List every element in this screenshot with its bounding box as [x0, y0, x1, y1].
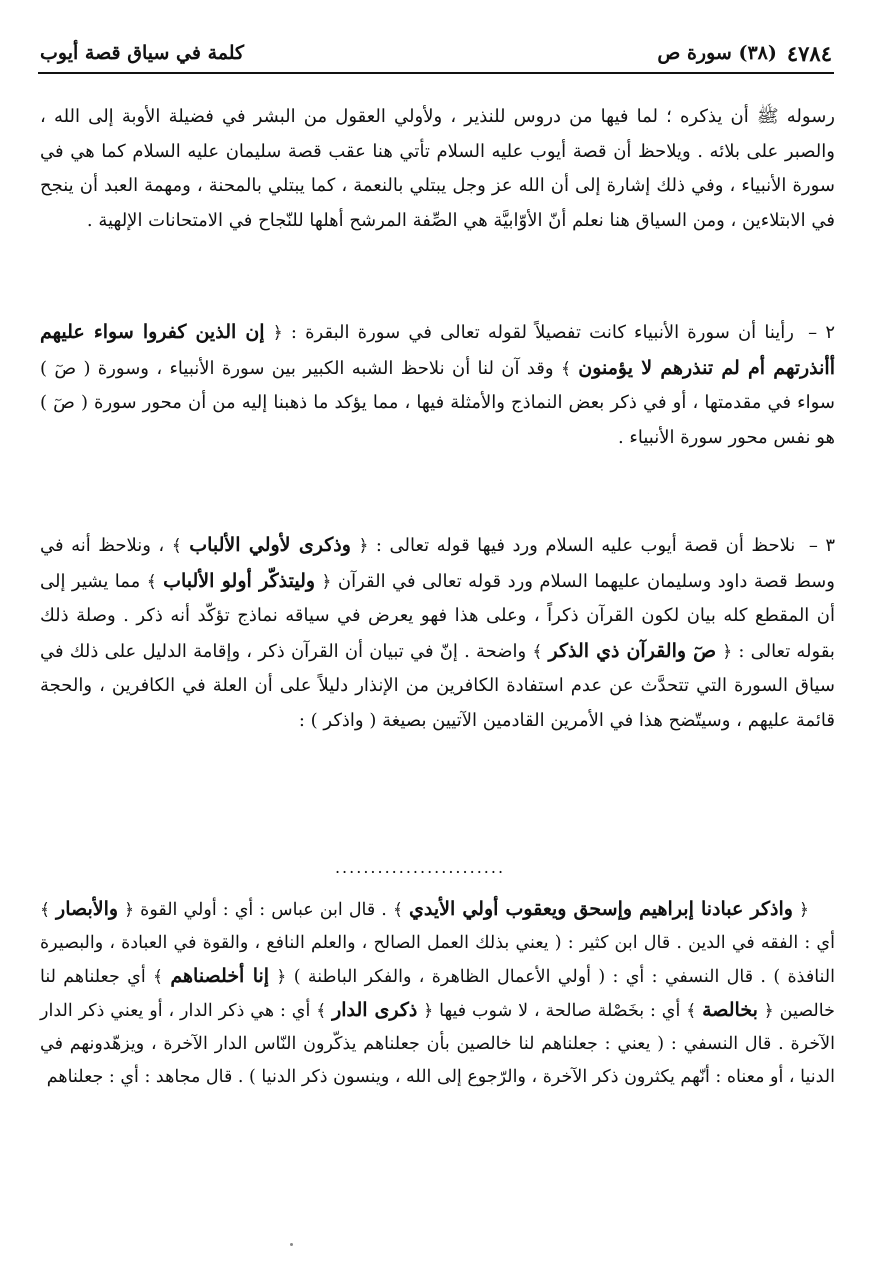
ornate-bracket-close: ﴾ [392, 900, 403, 920]
quran-quote: والأبصار [56, 898, 119, 920]
page-header [40, 36, 832, 70]
quran-quote: وليتذكّر أولو الألباب [163, 569, 316, 592]
ornate-bracket-close: ﴾ [686, 1001, 697, 1021]
ornate-bracket-close: ﴾ [171, 536, 182, 556]
page-number: ٤٧٨٤ [786, 40, 832, 66]
text-run: واضحة . إنّ في تبيان أن القرآن ذكر ، وإقامة الدليل على ذلك في سياق السورة التي تتحدَّث عن عدم استفادة الكافرين من الإنذار دليلاً على أن العلة في الكافرين ، والحجة قائمة عليهم ، وسيتّضح هذا في الأمرين القادمين الآتيين بصيغة ( واذكر ) : [40, 640, 835, 731]
paragraph-3-text [40, 528, 835, 738]
text-run: ، ونلاحظ أنه في وسط قصة داود وسليمان عليهما السلام ورد قوله تعالى في القرآن [40, 535, 835, 592]
item-number: ٢ – [808, 322, 835, 343]
ornate-bracket-close: ﴾ [146, 571, 157, 592]
quran-quote: وذكرى لأولي الألباب [189, 534, 351, 556]
quran-quote: بخالصة [702, 999, 758, 1021]
quran-quote: إنا أخلصناهم [170, 965, 270, 987]
header-rule [38, 72, 834, 74]
item-number: ٣ – [808, 535, 835, 556]
paragraph-1-text: رسوله ﷺ أن يذكره ؛ لما فيها من دروس للنذير ، ولأولي العقول من البشر في فضيلة الأوبة إلى الله ، والصبر على بلائه . ويلاحظ أن قصة أيوب عليه السلام تأتي هنا عقب قصة سليمان عليه السلام كما هي في سورة الأنبياء ، وفي ذلك إشارة إلى أن الله عز وجل يبتلي بالنعمة ، كما يبتلي بالمحنة ، ومهمة العبد أن ينجح في الابتلاءين ، ومن السياق هنا نعلم أنّ الأوّابيَّة هي الصِّفة المرشح أهلها للنّجاح في الامتحانات الإلهية . [40, 106, 835, 231]
paragraph-4 [40, 893, 835, 1094]
ornate-bracket-close: ﴾ [560, 358, 571, 379]
quran-quote: صٓ والقرآن ذي الذكر [548, 639, 717, 662]
ornate-bracket-close: ﴾ [40, 900, 50, 920]
section-separator: ........................ [334, 858, 506, 877]
ornate-bracket-close: ﴾ [153, 967, 164, 987]
text-run: . قال ابن عباس : أي : أولي القوة [140, 900, 387, 920]
text-run: أي : هي ذكر الدار ، أو يعني ذكر الدار الآخرة . قال النسفي : ( يعني : جعلناهم لنا خالصين بأن جعلناهم يذكّرون النّاس الدار الآخرة ، ويزهّدونهم في الدنيا ، أو معناه : أنّهم يكثرون ذكر الآخرة ، والرّجوع إلى الله ، وينسون ذكر الدنيا ) . قال مجاهد : أي : جعلناهم [40, 1001, 835, 1087]
paragraph-1 [40, 100, 835, 238]
text-run: رأينا أن سورة الأنبياء كانت تفصيلاً لقوله تعالى في سورة البقرة : [290, 322, 794, 343]
ornate-bracket-open: ﴿ [423, 1001, 434, 1021]
scan-speck [290, 1243, 293, 1246]
ornate-bracket-close: ﴾ [532, 641, 543, 662]
ornate-bracket-open: ﴿ [358, 536, 369, 556]
ornate-bracket-open: ﴿ [763, 1001, 774, 1021]
text-run: مما يشير إلى أن المقطع كله بيان لكون القرآن ذكراً ، وعلى هذا فهو يعرض في سياقه نماذج تؤكّد أنه ذكر . وصلة ذلك بقوله تعالى : [40, 570, 835, 662]
ornate-bracket-open: ﴿ [276, 967, 287, 987]
header-right [657, 41, 832, 66]
ornate-bracket-open: ﴿ [722, 641, 733, 662]
paragraph-2 [40, 315, 835, 455]
ornate-bracket-open: ﴿ [272, 323, 283, 343]
quran-quote: واذكر عبادنا إبراهيم وإسحق ويعقوب أولي الأيدي [408, 898, 793, 920]
quran-quote: إن الذين كفروا سواء عليهم أأنذرتهم أم لم تنذرهم لا يؤمنون [40, 321, 835, 379]
ornate-bracket-open: ﴿ [124, 900, 135, 920]
running-title: كلمة في سياق قصة أيوب [40, 42, 245, 64]
text-run: أي : الفقه في الدين . قال ابن كثير : ( يعني بذلك العمل الصالح ، والعلم النافع ، والقوة في العبادة ، والبصيرة النافذة ) . قال النسفي : أي : ( أولي الأعمال الظاهرة ، والفكر الباطنة ) [40, 933, 835, 987]
text-run: أي جعلناهم لنا خالصين [40, 967, 835, 1021]
paragraph-2-text [40, 315, 835, 455]
text-run: نلاحظ أن قصة أيوب عليه السلام ورد فيها قوله تعالى : [375, 535, 796, 556]
ornate-bracket-open: ﴿ [321, 571, 332, 592]
ornate-bracket-open: ﴿ [799, 900, 809, 920]
surah-label: (٣٨) سورة ص [657, 42, 777, 64]
text-run: وقد آن لنا أن نلاحظ الشبه الكبير بين سورة الأنبياء ، وسورة ( صٓ ) سواء في مقدمتها ، أو في ذكر بعض النماذج والأمثلة فيها ، مما يؤكد ما ذهبنا إليه من أن محور سورة ( صٓ ) هو نفس محور سورة الأنبياء . [40, 357, 835, 448]
quran-quote: ذكرى الدار [332, 999, 418, 1021]
ornate-bracket-close: ﴾ [316, 1001, 327, 1021]
text-run: أي : بخَصْلة صالحة ، لا شوب فيها [439, 1001, 681, 1021]
paragraph-4-text [40, 893, 835, 1094]
paragraph-3 [40, 528, 835, 738]
